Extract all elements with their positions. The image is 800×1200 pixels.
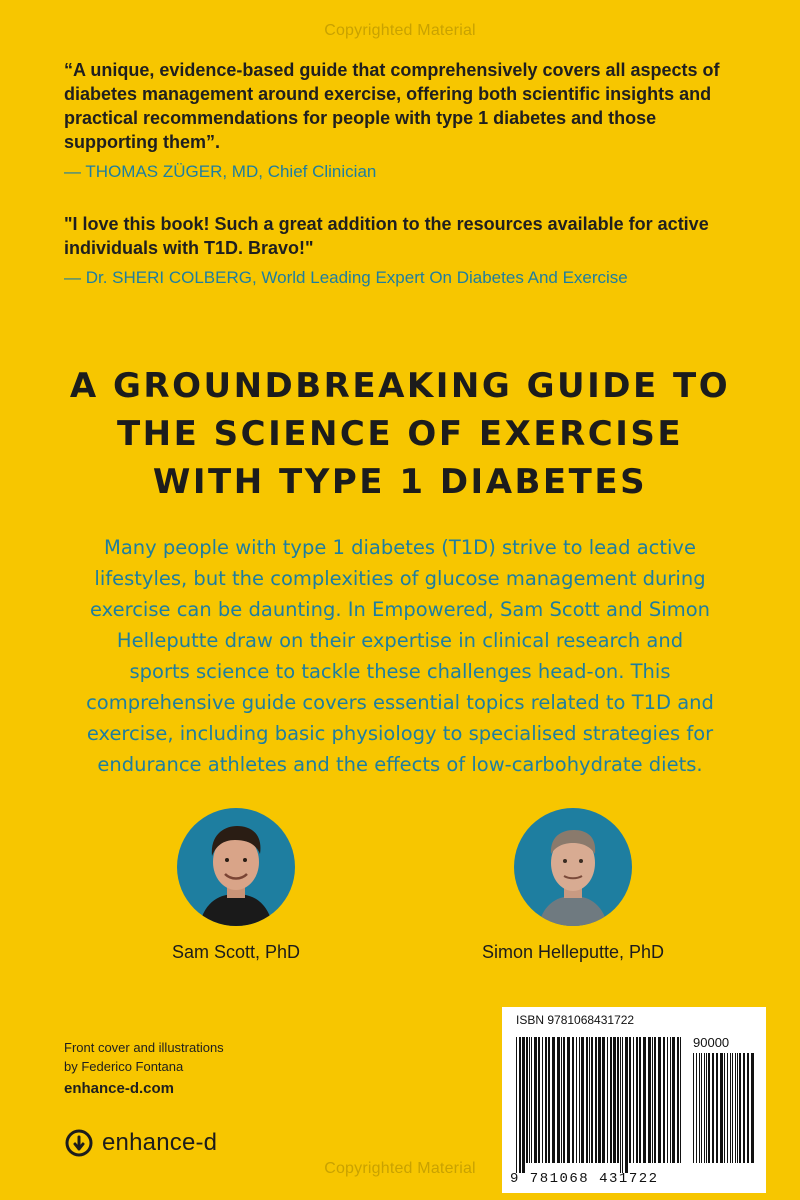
barcode-bar <box>576 1037 577 1163</box>
barcode-bar <box>561 1037 562 1163</box>
barcode-bar <box>701 1053 702 1163</box>
barcode-bar <box>579 1037 580 1163</box>
barcode-bar <box>531 1037 532 1163</box>
barcode-bar <box>620 1037 621 1173</box>
barcode-bar <box>591 1037 593 1163</box>
description-line: exercise can be daunting. In Empowered, Sam Scott and Simon <box>90 598 710 621</box>
description-line: comprehensive guide covers essential topics related to T1D and <box>86 691 714 714</box>
endorsement-1 <box>64 58 744 182</box>
barcode-bar <box>633 1037 634 1163</box>
barcode-bar <box>625 1037 628 1173</box>
description-line: Helleputte draw on their expertise in clinical research and <box>116 629 684 652</box>
barcode-bar <box>595 1037 597 1163</box>
barcode-bar <box>516 1037 517 1173</box>
publisher-website: enhance-d.com <box>64 1080 175 1097</box>
description-line: Many people with type 1 diabetes (T1D) strive to lead active <box>104 536 696 559</box>
quote-attribution: — THOMAS ZÜGER, MD, Chief Clinician <box>64 162 377 181</box>
barcode-bar <box>667 1037 668 1163</box>
quote-text: “A unique, evidence-based guide that comprehensively covers all aspects of diabetes management around exercise, offering both scientific insights and practical recommendations for people with type 1 diabetes and those supporting them”. <box>64 60 720 152</box>
barcode-bar <box>622 1037 623 1173</box>
author-photo <box>514 808 632 926</box>
barcode-bar <box>737 1053 738 1163</box>
barcode-bar <box>519 1037 521 1173</box>
barcode-bar <box>732 1053 733 1163</box>
barcode-bar <box>670 1037 671 1163</box>
publisher-name: enhance-d <box>102 1129 218 1156</box>
quote-text: "I love this book! Such a great addition to the resources available for active individuals with T1D. Bravo!" <box>64 214 709 258</box>
barcode-bar <box>610 1037 612 1163</box>
author-photo <box>177 808 295 926</box>
credits-line: by Federico Fontana <box>64 1059 184 1074</box>
headline-line: WITH TYPE 1 DIABETES <box>152 462 648 502</box>
barcode-bar <box>522 1037 525 1173</box>
barcode-bar <box>654 1037 656 1163</box>
illustration-credits <box>64 1038 224 1076</box>
barcode-bar <box>607 1037 608 1163</box>
price-barcode-bars <box>693 1053 755 1173</box>
barcode-bar <box>643 1037 646 1163</box>
barcode-bars <box>516 1037 684 1173</box>
barcode-bar <box>720 1053 723 1163</box>
barcode-bar <box>542 1037 543 1163</box>
barcode-bar <box>602 1037 605 1163</box>
book-description <box>30 532 770 780</box>
barcode-bar <box>663 1037 665 1163</box>
barcode-bar <box>699 1053 700 1163</box>
barcode-bar <box>552 1037 555 1163</box>
barcode-bar <box>563 1037 565 1163</box>
headline-line: THE SCIENCE OF EXERCISE <box>116 414 684 454</box>
barcode-bar <box>706 1053 707 1163</box>
barcode-bar <box>589 1037 590 1163</box>
credits-line: Front cover and illustrations <box>64 1040 224 1055</box>
endorsement-2 <box>64 212 744 288</box>
price-code: 90000 <box>693 1035 730 1050</box>
barcode-bar <box>529 1037 530 1163</box>
barcode-bar <box>658 1037 661 1163</box>
barcode-bar <box>617 1037 619 1163</box>
barcode-bar <box>629 1037 631 1163</box>
barcode-bar <box>636 1037 638 1163</box>
barcode-bar <box>598 1037 601 1163</box>
quote-attribution: — Dr. SHERI COLBERG, World Leading Expert On Diabetes And Exercise <box>64 268 628 287</box>
barcode-bar <box>538 1037 540 1163</box>
barcode-bar <box>677 1037 679 1163</box>
barcode-bar <box>739 1053 741 1163</box>
barcode-bar <box>716 1053 718 1163</box>
barcode-bar <box>724 1053 725 1163</box>
isbn-label: ISBN 9781068431722 <box>516 1013 635 1027</box>
publisher-logo <box>64 1128 217 1158</box>
barcode-bar <box>639 1037 641 1163</box>
description-line: lifestyles, but the complexities of glucose management during <box>94 567 706 590</box>
barcode-bar <box>751 1053 754 1163</box>
endorsements <box>64 58 744 288</box>
barcode-bar <box>581 1037 584 1163</box>
barcode-bar <box>526 1037 528 1163</box>
headline <box>0 362 800 506</box>
author-simon-helleputte <box>453 808 693 963</box>
barcode-bar <box>567 1037 570 1163</box>
barcode-bar <box>557 1037 560 1163</box>
barcode-bar <box>696 1053 697 1163</box>
barcode-bar <box>648 1037 651 1163</box>
description-line: exercise, including basic physiology to specialised strategies for <box>86 722 714 745</box>
barcode-bar <box>747 1053 749 1163</box>
copyright-watermark-bottom: Copyrighted Material <box>324 1160 476 1177</box>
barcode-bar <box>613 1037 616 1163</box>
barcode-bar <box>704 1053 705 1163</box>
barcode-bar <box>712 1053 714 1163</box>
copyright-watermark-top: Copyrighted Material <box>324 22 476 39</box>
barcode-bar <box>545 1037 547 1163</box>
barcode-bar <box>672 1037 675 1163</box>
barcode-bar <box>534 1037 537 1163</box>
isbn-digits: 9 781068 431722 <box>510 1171 659 1187</box>
barcode-bar <box>680 1037 681 1163</box>
barcode-bar <box>652 1037 653 1163</box>
barcode-bar <box>727 1053 728 1163</box>
barcode-bar <box>735 1053 736 1163</box>
description-line: endurance athletes and the effects of low-carbohydrate diets. <box>97 753 703 776</box>
barcode-bar <box>743 1053 745 1163</box>
author-name: Sam Scott, PhD <box>171 942 301 962</box>
barcode-bar <box>572 1037 574 1163</box>
barcode-bar <box>730 1053 731 1163</box>
author-name: Simon Helleputte, PhD <box>481 942 665 962</box>
author-sam-scott <box>116 808 356 963</box>
description-line: sports science to tackle these challenges head-on. This <box>129 660 671 683</box>
barcode-bar <box>586 1037 588 1163</box>
barcode-bar <box>548 1037 550 1163</box>
enhance-d-logo-icon <box>64 1128 94 1158</box>
barcode-bar <box>693 1053 694 1163</box>
barcode-bar <box>708 1053 710 1163</box>
headline-line: A GROUNDBREAKING GUIDE TO <box>69 366 731 406</box>
